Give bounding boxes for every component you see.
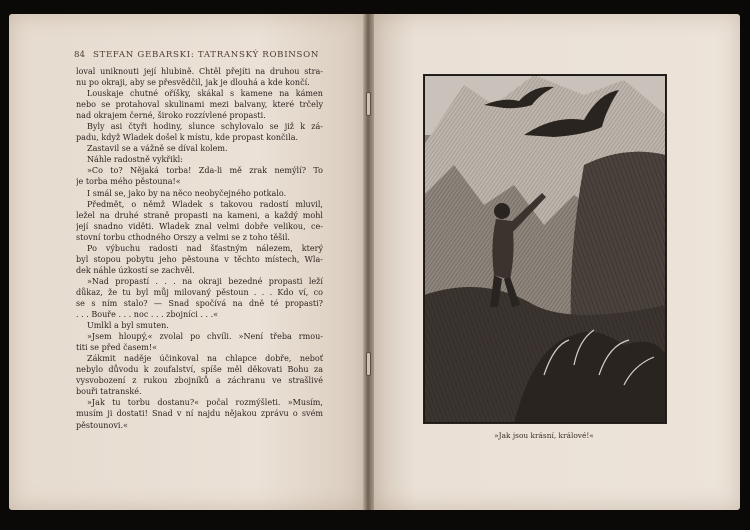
text-line: je torba mého pěstouna!« (76, 177, 181, 187)
text-line: Umlkl a byl smuten. (87, 321, 169, 331)
binding-stitch (366, 92, 371, 116)
text-line: stovní torbu cthodného Orszy a velmi se z toho těšil. (76, 232, 290, 242)
text-line: ležel na druhé straně propasti na kameni, a každý mohl (76, 210, 323, 220)
text-line: »Jsem hloupý,« zvolal po chvíli. »Není třeba rmou- (87, 332, 323, 342)
text-line: Louskaje chutné oříšky, skákal s kamene na kámen (87, 89, 323, 99)
text-line: . . . Bouře . . . noc . . . zbojníci . . .« (76, 310, 219, 320)
body-text (76, 66, 323, 431)
text-line: loval uniknouti její hlubině. Chtěl přejíti na druhou stra- (76, 67, 323, 76)
text-line: se s ním stalo? — Snad spočívá na dně té propasti? (76, 298, 323, 308)
illustration (423, 74, 667, 424)
text-line: byl stopou pobytu jeho pěstouna v těchto místech, Wla- (76, 254, 323, 264)
book-gutter (363, 14, 374, 510)
text-line: vysvobození z rukou zbojníků a záchranu ve strašlivé (76, 376, 323, 386)
text-line: musím ji dostati! Snad v ní najdu nějakou zprávu o svém (76, 409, 323, 419)
text-line: Zastavil se a vážně se díval kolem. (87, 144, 228, 154)
text-line: bouři tatranské. (76, 387, 142, 397)
text-line: »Co to? Nějaká torba! Zda-li mě zrak nemýlí? To (87, 166, 323, 176)
running-head (74, 50, 344, 60)
page-number: 84 (74, 50, 85, 60)
text-line: dek náhle úzkostí se zachvěl. (76, 265, 195, 275)
text-line: I smál se, jako by na něco neobyčejného potkalo. (87, 188, 287, 198)
binding-stitch (366, 352, 371, 376)
text-line: Náhle radostně vykřikl: (87, 155, 183, 165)
text-line: Zákmit naděje účinkoval na chlapce dobře, neboť (87, 354, 323, 364)
text-line: Byly asi čtyři hodiny, slunce schylovalo se již k zá- (87, 122, 323, 132)
text-line: nebo se protahoval skulinami mezi balvany, které trčely (76, 100, 323, 110)
text-line: Po výbuchu radosti nad šťastným nálezem, který (87, 243, 323, 253)
running-head-title: STEFAN GEBARSKI: TATRANSKÝ ROBINSON (92, 50, 320, 60)
text-line: »Jak tu torbu dostanu?« počal rozmýšleti. »Musím, (87, 398, 323, 408)
text-line: pěstounovi.« (76, 420, 128, 430)
text-line: »Nad propastí . . . na okraji bezedné propasti leží (87, 276, 323, 286)
text-line: důkaz, že tu byl můj milovaný pěstoun . . . Kdo ví, co (76, 287, 323, 297)
text-line: Předmět, o němž Wladek s takovou radostí mluvil, (87, 199, 323, 209)
text-line: její snadno viděti. Wladek znal velmi dobře velikou, ce- (76, 221, 323, 231)
text-line: nebylo důvodu k zoufalství, spíše měl děkovati Bohu za (76, 365, 323, 375)
engraving-eagles-boy-on-cliff (424, 75, 666, 423)
illustration-caption: »Jak jsou krásní, králové!« (494, 431, 594, 440)
text-line: padu, když Wladek došel k místu, kde propast končila. (76, 133, 299, 143)
text-line: nad okrajem černé, široko rozzívlené propasti. (76, 111, 266, 121)
text-line: titi se před časem!« (76, 343, 158, 353)
text-line: nu po okraji, aby se přesvědčil, jak je dlouhá a kde končí. (76, 78, 310, 88)
